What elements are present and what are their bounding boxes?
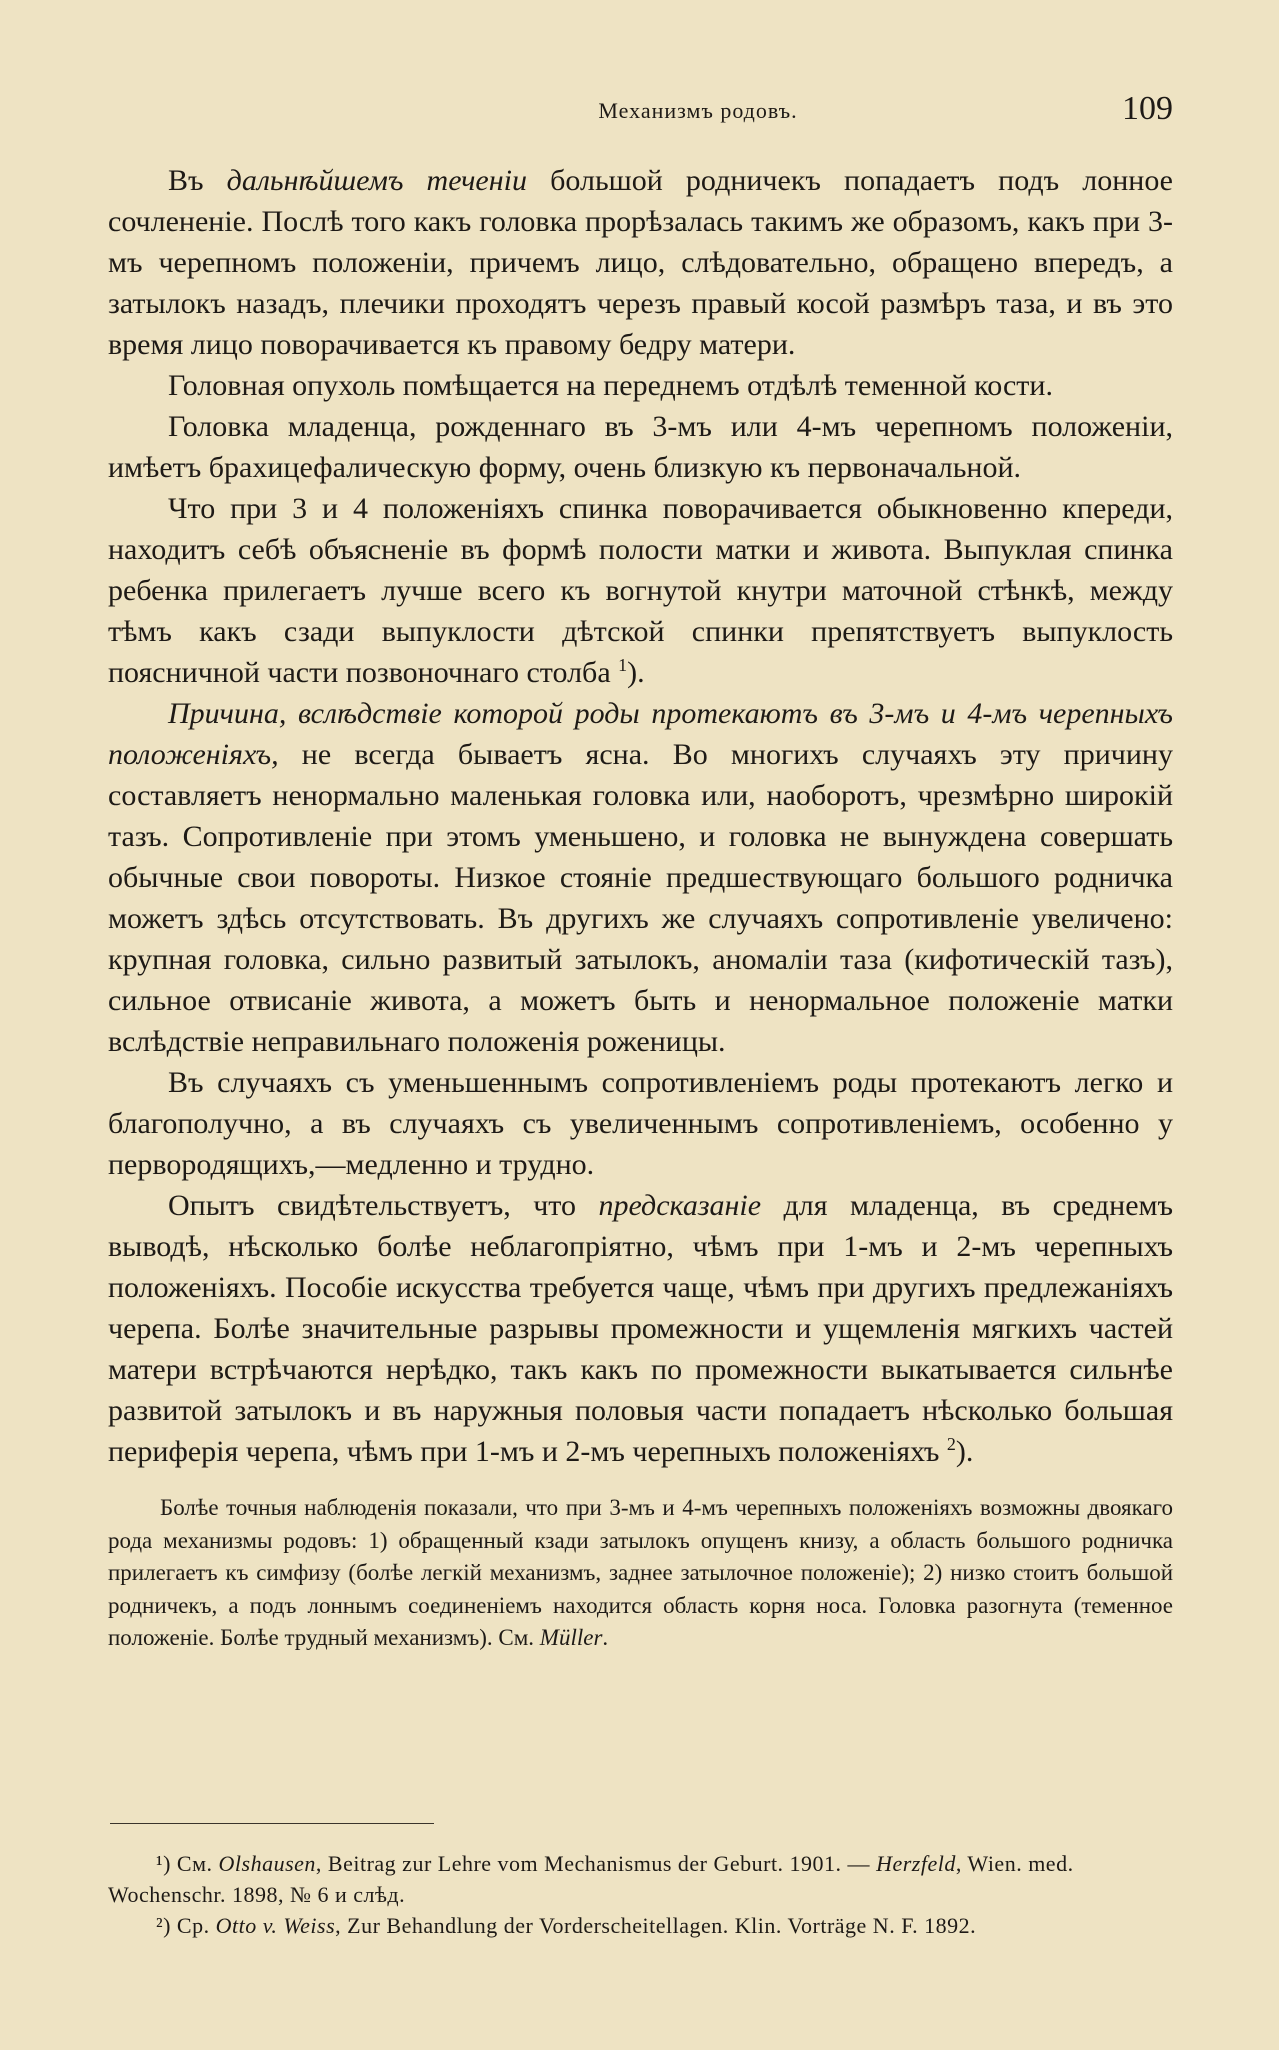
paragraph-3: Головка младенца, рожденнаго въ 3-мъ или 4-мъ черепномъ положеніи, имѣетъ брахицефалическую форму, очень близкую къ первоначальной. [108, 410, 1173, 484]
small-print-note [108, 1492, 1173, 1655]
emphasis: предсказаніе [598, 1189, 762, 1222]
paragraph-6: Въ случаяхъ съ уменьшеннымъ сопротивленіемъ роды протекаютъ легко и благополучно, а въ случаяхъ съ увеличеннымъ сопротивленіемъ, особенно у первородящихъ,—медленно и трудно. [108, 1066, 1173, 1181]
paragraph-5: Причина, вслѣдствіе которой роды протекаютъ въ 3-мъ и 4-мъ черепныхъ положеніяхъ, не всегда бываетъ ясна. Во многихъ случаяхъ эту причину составляетъ ненормально маленькая головка или, наоборотъ, чрезмѣрно широкій тазъ. Сопротивленіе при этомъ уменьшено, и головка не вынуждена совершать обычные свои повороты. Низкое стояніе предшествующаго большого родничка можетъ здѣсь отсутствовать. Въ другихъ же случаяхъ сопротивленіе увеличено: крупная головка, сильно развитый затылокъ, аномаліи таза (кифотическій тазъ), сильное отвисаніе живота, а можетъ быть и ненормальное положеніе матки вслѣдствіе неправильнаго положенія роженицы. [108, 697, 1173, 1058]
author-name: Herzfeld [876, 1851, 956, 1876]
paragraph-7: Опытъ свидѣтельствуетъ, что предсказаніе для младенца, въ среднемъ выводѣ, нѣсколько болѣе неблагопріятно, чѣмъ при 1-мъ и 2-мъ черепныхъ положеніяхъ. Пособіе искусства требуется чаще, чѣмъ при другихъ предлежаніяхъ черепа. Болѣе значительные разрывы промежности и ущемленія мягкихъ частей матери встрѣчаются нерѣдко, такъ какъ по промежности выкатывается сильнѣе развитой затылокъ и въ наружныя половыя части попадаетъ нѣсколько большая периферія черепа, чѣмъ при 1-мъ и 2-мъ черепныхъ положеніяхъ $^2$). [108, 1189, 1174, 1468]
running-head: Механизмъ родовъ. [598, 98, 798, 123]
footnote-1: ¹) См. Olshausen, Beitrag zur Lehre vom Mechanismus der Geburt. 1901. — Herzfeld, Wien. med. Wochenschr. 1898, № 6 и слѣд. [108, 1851, 1074, 1907]
note-paragraph: Болѣе точныя наблюденія показали, что при 3-мъ и 4-мъ черепныхъ положеніяхъ возможны двоякаго рода механизмы родовъ: 1) обращенный кзади затылокъ опущенъ книзу, а область большого родничка прилегаетъ къ симфизу (болѣе легкій механизмъ, заднее затылочное положеніе); 2) низко стоитъ большой родничекъ, а подъ лоннымъ соединеніемъ находится область корня носа. Головка разогнута (теменное положеніе. Болѣе трудный механизмъ). См. Müller. [108, 1495, 1173, 1650]
paragraph-2: Головная опухоль помѣщается на переднемъ отдѣлѣ теменной кости. [168, 369, 1053, 402]
footnote-ref-1: 1 [618, 655, 628, 675]
footnotes [108, 1848, 1173, 1941]
footnote-2: ²) Ср. Otto v. Weiss, Zur Behandlung der Vorderscheitellagen. Klin. Vorträge N. F. 1892. [156, 1913, 977, 1938]
page-header [108, 92, 1173, 132]
paragraph-4: Что при 3 и 4 положеніяхъ спинка поворачивается обыкновенно кпереди, находитъ себѣ объясненіе въ формѣ полости матки и живота. Выпуклая спинка ребенка прилегаетъ лучше всего къ вогнутой кнутри маточной стѣнкѣ, между тѣмъ какъ сзади выпуклости дѣтской спинки препятствуетъ выпуклость поясничной части позвоночнаго столба $^1$). [108, 492, 1173, 689]
page-number: 109 [1122, 90, 1173, 127]
footnote-ref-2: 2 [946, 1434, 956, 1454]
emphasis: Причина, вслѣдствіе которой роды протекаютъ въ 3-мъ и 4-мъ черепныхъ положеніяхъ, [108, 697, 1173, 771]
paragraph-1: Въ дальнѣйшемъ теченіи большой родничекъ попадаетъ подъ лонное сочлененіе. Послѣ того какъ головка прорѣзалась такимъ же образомъ, какъ при 3-мъ черепномъ положеніи, причемъ лицо, слѣдовательно, обращено впередъ, а затылокъ назадъ, плечики проходятъ черезъ правый косой размѣръ таза, и въ это время лицо поворачивается къ правому бедру матери. [108, 164, 1174, 361]
author-name: Müller [539, 1625, 603, 1650]
author-name: Otto v. Weiss [215, 1913, 336, 1938]
emphasis: дальнѣйшемъ теченіи [226, 164, 527, 197]
main-text [108, 160, 1173, 1472]
author-name: Olshausen [218, 1851, 316, 1876]
footnote-divider [110, 1823, 434, 1824]
